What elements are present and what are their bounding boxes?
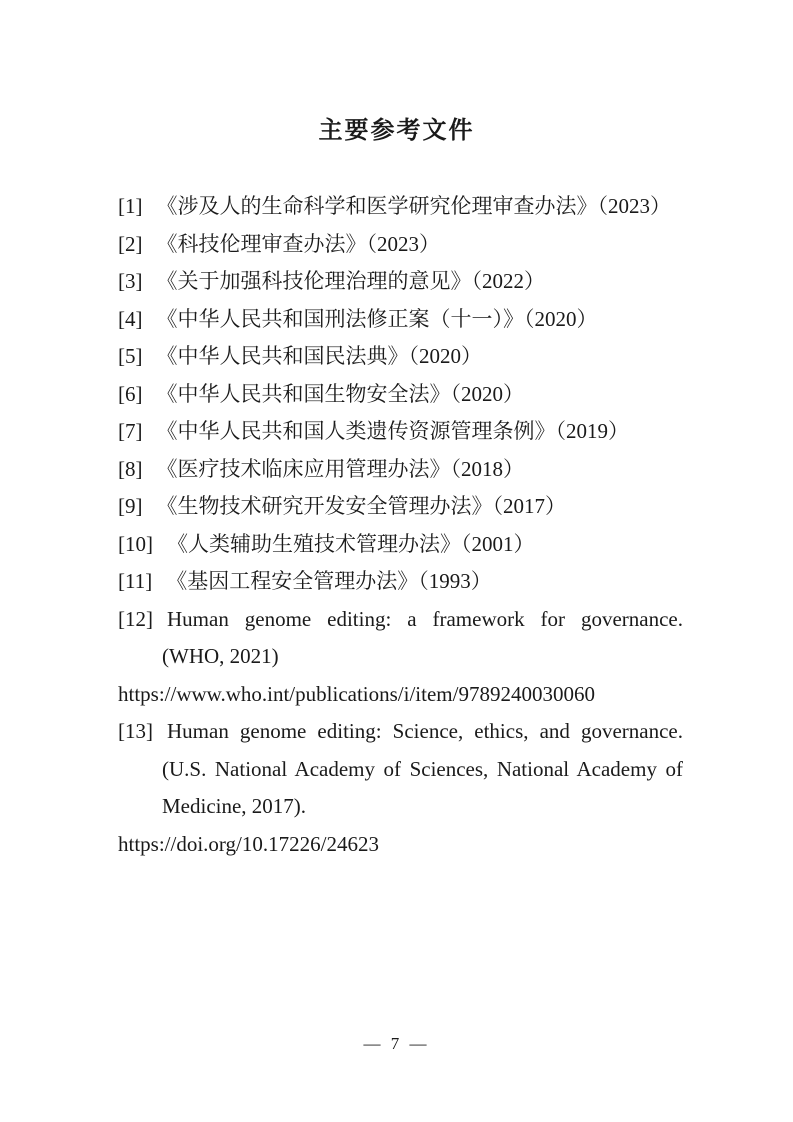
reference-item xyxy=(118,601,683,714)
reference-number: [8] xyxy=(118,456,143,481)
reference-item xyxy=(118,563,683,601)
reference-text: 《医疗技术临床应用管理办法》（2018） xyxy=(156,456,524,481)
reference-item xyxy=(118,376,683,414)
reference-url: https://www.who.int/publications/i/item/9789240030060 xyxy=(118,681,595,706)
reference-number: [3] xyxy=(118,269,143,293)
reference-item xyxy=(118,526,683,564)
reference-list xyxy=(118,188,683,863)
reference-text: 《人类辅助生殖技术管理办法》（2001） xyxy=(167,531,535,556)
reference-item xyxy=(118,226,683,264)
reference-number: [12] xyxy=(118,606,153,631)
reference-text: 《涉及人的生命科学和医学研究伦理审查办法》（2023） xyxy=(156,194,671,218)
reference-text: 《基因工程安全管理办法》（1993） xyxy=(166,569,492,593)
reference-number: [6] xyxy=(118,381,143,406)
reference-number: [9] xyxy=(118,494,143,518)
reference-text: Human genome editing: Science, ethics, and governance. (U.S. National Academy of Sciences, National Academy of Medicine, 2017). xyxy=(162,719,683,818)
reference-number: [1] xyxy=(118,194,143,218)
reference-number: [13] xyxy=(118,719,153,743)
reference-text: 《中华人民共和国人类遗传资源管理条例》（2019） xyxy=(156,419,629,443)
reference-text: 《生物技术研究开发安全管理办法》（2017） xyxy=(156,494,566,518)
reference-item xyxy=(118,338,683,376)
reference-number: [7] xyxy=(118,419,143,443)
reference-number: [4] xyxy=(118,306,143,331)
reference-text: 《中华人民共和国刑法修正案（十一）》（2020） xyxy=(156,306,598,331)
reference-item xyxy=(118,301,683,339)
reference-number: [5] xyxy=(118,344,143,368)
reference-item xyxy=(118,451,683,489)
reference-number: [11] xyxy=(118,569,153,593)
reference-item xyxy=(118,413,683,451)
reference-item xyxy=(118,713,683,863)
page-title: 主要参考文件 xyxy=(318,118,475,144)
reference-text: 《科技伦理审查办法》（2023） xyxy=(156,231,440,256)
page-number: — 7 — xyxy=(363,1034,430,1053)
reference-item xyxy=(118,488,683,526)
reference-item xyxy=(118,188,683,226)
reference-text: 《中华人民共和国生物安全法》（2020） xyxy=(156,381,524,406)
reference-number: [10] xyxy=(118,531,153,556)
reference-url: https://doi.org/10.17226/24623 xyxy=(118,831,379,856)
reference-text: 《关于加强科技伦理治理的意见》（2022） xyxy=(156,269,545,293)
reference-text: Human genome editing: a framework for governance. (WHO, 2021) xyxy=(162,606,683,668)
reference-number: [2] xyxy=(118,231,143,256)
reference-item xyxy=(118,263,683,301)
reference-text: 《中华人民共和国民法典》（2020） xyxy=(156,344,482,368)
